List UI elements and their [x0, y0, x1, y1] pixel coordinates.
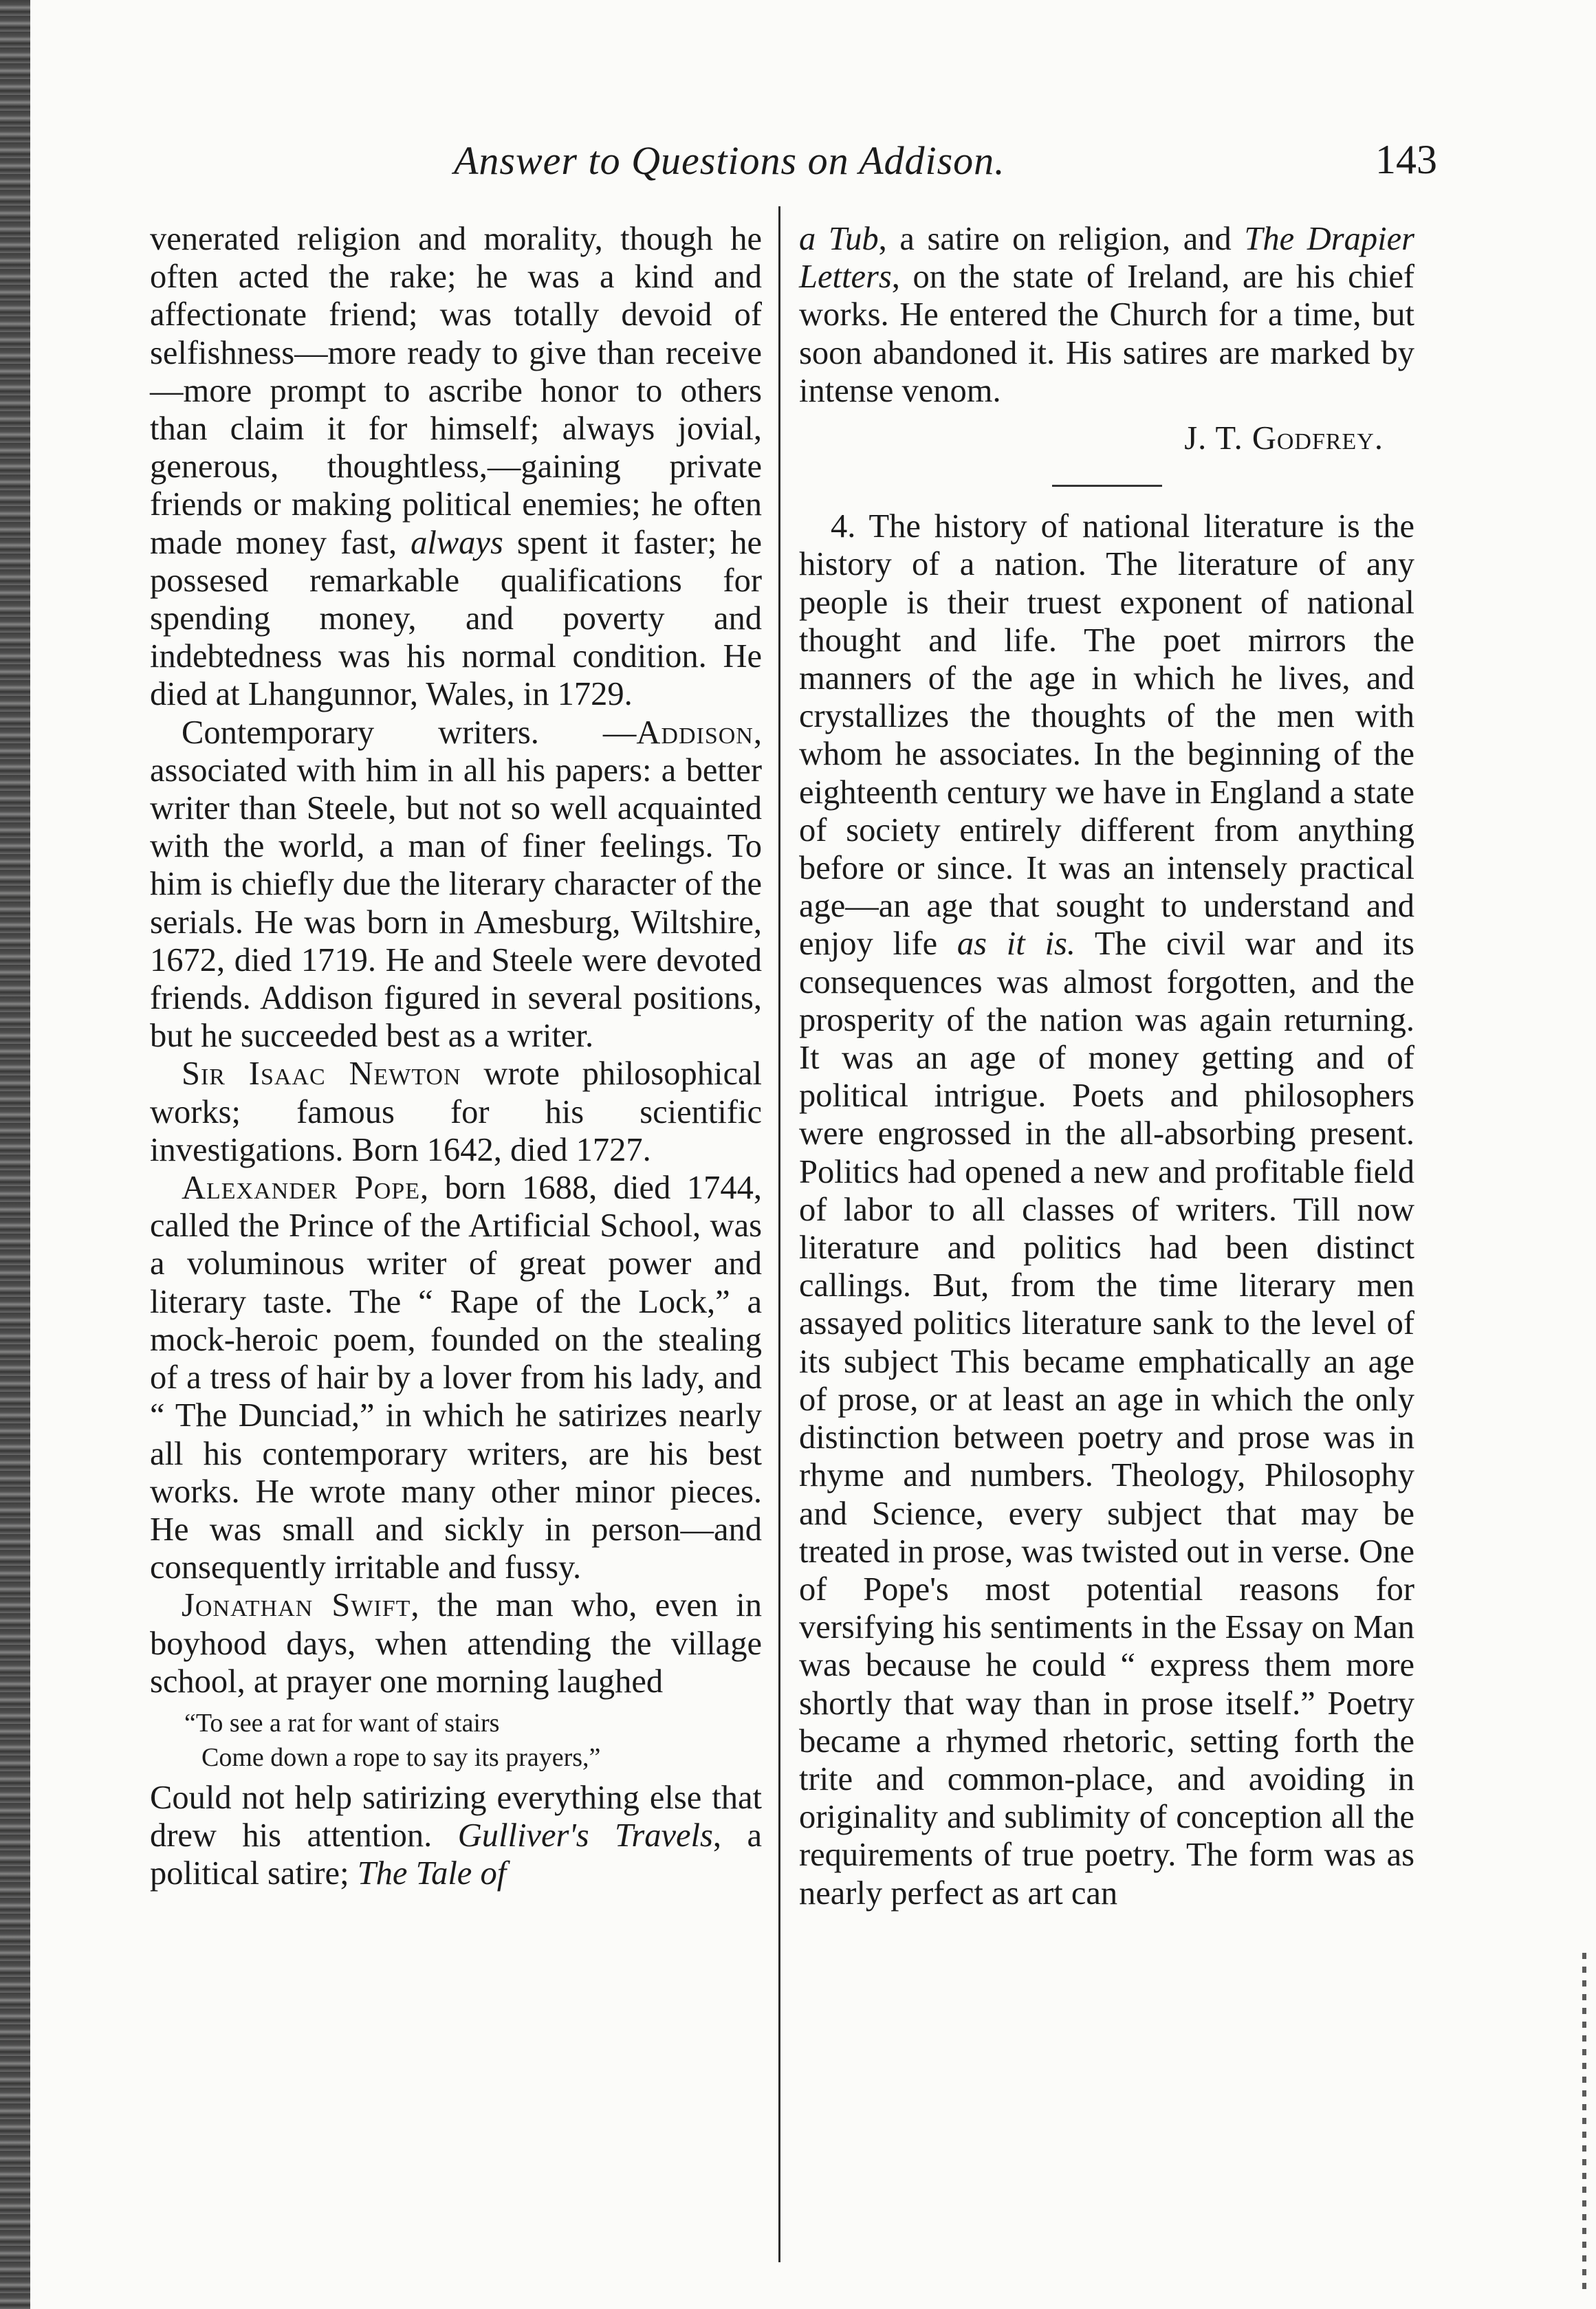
text-span: 4. The history of national literature is the history of a nation. The literature of any people is their truest exponent of national thought and life. The poet mirrors the manners of the age in which he lives, and crystallizes the thoughts of the men with whom he associates. In the beginning of the eighteenth century we have in England a state of society entirely different from anything before or since. It was an intensely practical age—an age that sought to understand and enjoy life — [799, 508, 1414, 963]
right-column — [799, 220, 1414, 1912]
left-column — [150, 220, 762, 1893]
column-rule — [778, 206, 780, 2262]
section-divider — [1052, 485, 1162, 487]
verse-line: Come down a rope to say its prayers,” — [201, 1742, 601, 1772]
name-pope: Alexander Pope — [182, 1170, 420, 1207]
text-span: , a satire on religion, and — [878, 221, 1245, 257]
italic-span: as it is. — [956, 926, 1075, 963]
italic-title: The Drapier Letters — [799, 221, 1414, 296]
quoted-verse — [150, 1706, 762, 1775]
name-swift: Jonathan Swift — [182, 1587, 411, 1624]
page-number: 143 — [1375, 137, 1437, 182]
text-span: wrote philosophical works; famous for his scientific investigations. Born 1642, died 1727. — [150, 1055, 762, 1168]
text-span: Contemporary writers. — — [182, 714, 637, 751]
running-title: Answer to Questions on Addison. — [454, 138, 1005, 183]
paragraph-pope — [150, 1169, 762, 1586]
scan-edge-right — [1582, 1953, 1586, 2297]
paragraph-national-literature — [799, 507, 1414, 1912]
text-span: , associated with him in all his papers: a better writer than Steele, but not so well acquainted with the world, a man of finer feelings. To him is chiefly due the literary character of the serials. He was born in Amesburg, Wiltshire, 1672, died 1719. He and Steele were devoted friends. Addison figured in several positions, but he succeeded best as a writer. — [150, 714, 762, 1055]
italic-title: a Tub — [799, 221, 879, 257]
paragraph-swift-works — [150, 1779, 762, 1893]
paragraph-addison — [150, 714, 762, 1055]
text-span: , born 1688, died 1744, called the Prince of the Artificial School, was a voluminous writer of great power and literary taste. The “ Rape of the Lock,” a mock-heroic poem, founded on the stealing of a tress of hair by a lover from his lady, and “ The Dunciad,” in which he satirizes nearly all his contemporary writers, are his best works. He wrote many other minor pieces. He was small and sickly in person—and consequently irritable and fussy. — [150, 1170, 763, 1586]
text-span: Could not help satirizing everything else that drew his attention. — [150, 1779, 762, 1854]
paragraph-steele-character — [150, 220, 762, 714]
text-span: spent it faster; he possesed remarkable qualifications for spending money, and poverty and indebtedness was his normal condition. He died at Lhangunnor, Wales, in 1729. — [150, 524, 763, 713]
italic-title: Gulliver's Travels — [457, 1817, 713, 1854]
verse-line: “To see a rat for want of stairs — [184, 1708, 500, 1738]
text-span: , on the state of Ireland, are his chief works. He entered the Church for a time, but soon abandoned it. His satires are marked by intense venom. — [799, 259, 1414, 409]
text-span: The civil war and its consequences was almost forgotten, and the prosperity of the nation was again returning. It was an age of money getting and of political intrigue. Poets and philosophers were engrossed in the all-absorbing present. Politics had opened a new and profitable field of labor to all classes of writers. Till now literature and politics had been distinct callings. But, from the time literary men assayed politics literature sank to the level of its subject This became emphatically an age of prose, or at least an age in which the only distinction between poetry and prose was in rhyme and numbers. Theology, Philosophy and Science, every subject that may be treated in prose, was twisted out in verse. One of Pope's most potential reasons for versifying his sentiments in the Essay on Man was because he could “ express them more shortly that way than in prose itself.” Poetry became a rhymed rhetoric, setting forth the trite and common-place, and avoiding in originality and sublimity of conception all the requirements of true poetry. The form was as nearly perfect as art can — [799, 926, 1414, 1912]
text-span: , a political satire; — [150, 1817, 762, 1892]
italic-title: The Tale of — [357, 1855, 507, 1892]
signature-name: J. T. Godfrey. — [1184, 420, 1384, 457]
text-span: , the man who, even in boyhood days, when attending the village school, at prayer one morning laughed — [150, 1587, 762, 1700]
signature — [799, 419, 1414, 457]
scan-edge-left — [0, 0, 30, 2309]
italic-span: always — [411, 524, 503, 561]
name-newton: Sir Isaac Newton — [182, 1055, 461, 1093]
paragraph-swift — [150, 1586, 762, 1700]
paragraph-newton — [150, 1055, 762, 1169]
text-span: venerated religion and morality, though he often acted the rake; he was a kind and affectionate friend; was totally devoid of selfishness—more ready to give than receive—more prompt to ascribe honor to others than claim it for himself; always jovial, generous, thoughtless,—gaining private friends or making political enemies; he often made money fast, — [150, 221, 762, 561]
page-header — [110, 124, 1437, 206]
paragraph-swift-continued — [799, 220, 1414, 410]
name-addison: Addison — [636, 714, 754, 751]
